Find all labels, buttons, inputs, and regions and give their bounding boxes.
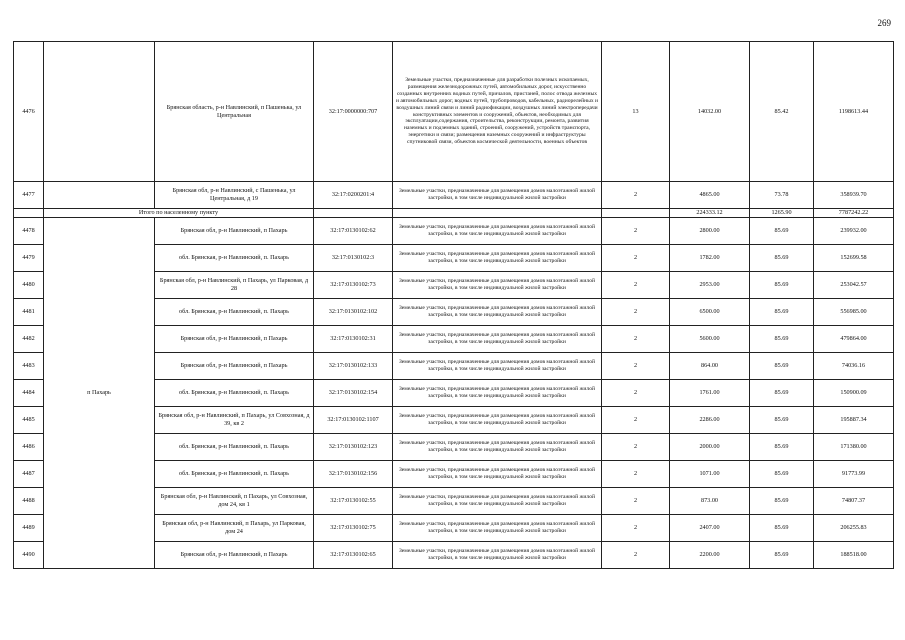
row-number: 4476 bbox=[14, 42, 44, 182]
total-label: Итого по населенному пункту bbox=[44, 209, 314, 218]
cadastral-number: 32:17:0130102:133 bbox=[314, 353, 393, 380]
rate-value: 85.69 bbox=[750, 326, 814, 353]
address-cell: Брянская обл, р-н Навлинский, п Пахарь bbox=[155, 353, 314, 380]
row-number: 4479 bbox=[14, 245, 44, 272]
row-number: 4484 bbox=[14, 380, 44, 407]
address-cell: Брянская обл, р-н Навлинский, п Пахарь bbox=[155, 218, 314, 245]
rate-value: 85.69 bbox=[750, 434, 814, 461]
row-number: 4488 bbox=[14, 488, 44, 515]
cadastral-value: 188518.00 bbox=[814, 542, 894, 569]
rate-value: 85.69 bbox=[750, 461, 814, 488]
land-purpose: Земельные участки, предназначенные для размещения домов малоэтажной жилой застройки, в том числе индивидуальной жилой застройки bbox=[393, 326, 602, 353]
cadastral-value: 479864.00 bbox=[814, 326, 894, 353]
row-number: 4482 bbox=[14, 326, 44, 353]
total-rate: 1265.90 bbox=[750, 209, 814, 218]
rate-value: 85.69 bbox=[750, 245, 814, 272]
cadastral-value: 152699.58 bbox=[814, 245, 894, 272]
table-row bbox=[14, 218, 894, 245]
purpose-code: 2 bbox=[602, 488, 670, 515]
land-purpose: Земельные участки, предназначенные для размещения домов малоэтажной жилой застройки, в том числе индивидуальной жилой застройки bbox=[393, 182, 602, 209]
area-value: 2286.00 bbox=[670, 407, 750, 434]
row-number: 4485 bbox=[14, 407, 44, 434]
total-blank bbox=[602, 209, 670, 218]
row-number: 4486 bbox=[14, 434, 44, 461]
purpose-code: 2 bbox=[602, 326, 670, 353]
land-purpose: Земельные участки, предназначенные для размещения домов малоэтажной жилой застройки, в том числе индивидуальной жилой застройки bbox=[393, 515, 602, 542]
cadastral-number: 32:17:0130102:156 bbox=[314, 461, 393, 488]
rate-value: 85.69 bbox=[750, 218, 814, 245]
table-row bbox=[14, 42, 894, 182]
address-cell: Брянская обл, р-н Навлинский, п Пахарь, ул Парковая, дом 24 bbox=[155, 515, 314, 542]
rate-value: 85.69 bbox=[750, 272, 814, 299]
land-registry-table bbox=[13, 41, 894, 569]
rate-value: 85.69 bbox=[750, 542, 814, 569]
rate-value: 73.78 bbox=[750, 182, 814, 209]
row-number: 4490 bbox=[14, 542, 44, 569]
cadastral-number: 32:17:0130102:65 bbox=[314, 542, 393, 569]
cadastral-value: 150900.09 bbox=[814, 380, 894, 407]
area-value: 2000.00 bbox=[670, 434, 750, 461]
row-number: 4478 bbox=[14, 218, 44, 245]
address-cell: Брянская обл, р-н Навлинский, с Пашенька, ул Центральная, д 19 bbox=[155, 182, 314, 209]
locality-cell bbox=[44, 182, 155, 209]
address-cell: обл. Брянская, р-н Навлинский, п. Пахарь bbox=[155, 461, 314, 488]
table-row bbox=[14, 182, 894, 209]
cadastral-number: 32:17:0130102:123 bbox=[314, 434, 393, 461]
cadastral-number: 32:17:0130102:1107 bbox=[314, 407, 393, 434]
address-cell: обл. Брянская, р-н Навлинский, п. Пахарь bbox=[155, 380, 314, 407]
area-value: 14032.00 bbox=[670, 42, 750, 182]
cadastral-number: 32:17:0130102:31 bbox=[314, 326, 393, 353]
rate-value: 85.69 bbox=[750, 299, 814, 326]
total-area: 224333.12 bbox=[670, 209, 750, 218]
area-value: 864.00 bbox=[670, 353, 750, 380]
address-cell: обл. Брянская, р-н Навлинский, п. Пахарь bbox=[155, 299, 314, 326]
row-number: 4483 bbox=[14, 353, 44, 380]
land-purpose: Земельные участки, предназначенные для размещения домов малоэтажной жилой застройки, в том числе индивидуальной жилой застройки bbox=[393, 488, 602, 515]
cadastral-number: 32:17:0000000:707 bbox=[314, 42, 393, 182]
cadastral-value: 195887.34 bbox=[814, 407, 894, 434]
land-purpose: Земельные участки, предназначенные для размещения домов малоэтажной жилой застройки, в том числе индивидуальной жилой застройки bbox=[393, 407, 602, 434]
purpose-code: 2 bbox=[602, 515, 670, 542]
land-purpose: Земельные участки, предназначенные для размещения домов малоэтажной жилой застройки, в том числе индивидуальной жилой застройки bbox=[393, 245, 602, 272]
purpose-code: 2 bbox=[602, 182, 670, 209]
land-purpose: Земельные участки, предназначенные для размещения домов малоэтажной жилой застройки, в том числе индивидуальной жилой застройки bbox=[393, 434, 602, 461]
area-value: 2200.00 bbox=[670, 542, 750, 569]
address-cell: Брянская область, р-н Навлинский, п Пашенька, ул Центральная bbox=[155, 42, 314, 182]
total-blank bbox=[314, 209, 393, 218]
land-purpose: Земельные участки, предназначенные для разработки полезных ископаемых, размещения железнодорожных путей, автомобильных дорог, искусственно созданных внутренних водных путей, причалов, пристаней, полос отвода железных и автомобильных дорог, водных путей, трубопроводов, кабельных, радиорелейных и воздушных линий связи и линий радиофикации, воздушных линий электропередачи конструктивных элементов и сооружений, объектов, необходимых для эксплуатации,содержания, строительства, реконструкции, ремонта, развития наземных и подземных зданий, строений, сооружений, устройств транспорта, энергетики и связи; размещения наземных сооружений и инфраструктуры спутниковой связи, объектов космической деятельности, военных объектов bbox=[393, 42, 602, 182]
cadastral-value: 239932.00 bbox=[814, 218, 894, 245]
rate-value: 85.69 bbox=[750, 488, 814, 515]
total-blank bbox=[393, 209, 602, 218]
area-value: 5600.00 bbox=[670, 326, 750, 353]
area-value: 2800.00 bbox=[670, 218, 750, 245]
cadastral-number: 32:17:0130102:102 bbox=[314, 299, 393, 326]
address-cell: Брянская обл, р-н Навлинский, п Пахарь, ул Парковая, д 28 bbox=[155, 272, 314, 299]
area-value: 2953.00 bbox=[670, 272, 750, 299]
purpose-code: 2 bbox=[602, 353, 670, 380]
purpose-code: 2 bbox=[602, 434, 670, 461]
land-purpose: Земельные участки, предназначенные для размещения домов малоэтажной жилой застройки, в том числе индивидуальной жилой застройки bbox=[393, 542, 602, 569]
area-value: 1071.00 bbox=[670, 461, 750, 488]
row-number: 4481 bbox=[14, 299, 44, 326]
area-value: 4865.00 bbox=[670, 182, 750, 209]
land-purpose: Земельные участки, предназначенные для размещения домов малоэтажной жилой застройки, в том числе индивидуальной жилой застройки bbox=[393, 461, 602, 488]
total-blank bbox=[14, 209, 44, 218]
area-value: 2407.00 bbox=[670, 515, 750, 542]
purpose-code: 2 bbox=[602, 272, 670, 299]
address-cell: обл. Брянская, р-н Навлинский, п. Пахарь bbox=[155, 434, 314, 461]
cadastral-value: 253042.57 bbox=[814, 272, 894, 299]
address-cell: Брянская обл, р-н Навлинский, п Пахарь, ул Совхозная, д 39, кв 2 bbox=[155, 407, 314, 434]
row-number: 4480 bbox=[14, 272, 44, 299]
row-number: 4487 bbox=[14, 461, 44, 488]
purpose-code: 2 bbox=[602, 461, 670, 488]
land-purpose: Земельные участки, предназначенные для размещения домов малоэтажной жилой застройки, в том числе индивидуальной жилой застройки bbox=[393, 218, 602, 245]
cadastral-value: 74036.16 bbox=[814, 353, 894, 380]
cadastral-number: 32:17:0130102:154 bbox=[314, 380, 393, 407]
rate-value: 85.69 bbox=[750, 407, 814, 434]
purpose-code: 2 bbox=[602, 299, 670, 326]
purpose-code: 2 bbox=[602, 218, 670, 245]
cadastral-value: 1198613.44 bbox=[814, 42, 894, 182]
cadastral-value: 206255.83 bbox=[814, 515, 894, 542]
purpose-code: 2 bbox=[602, 245, 670, 272]
locality-cell bbox=[44, 42, 155, 182]
land-purpose: Земельные участки, предназначенные для размещения домов малоэтажной жилой застройки, в том числе индивидуальной жилой застройки bbox=[393, 380, 602, 407]
cadastral-value: 91773.99 bbox=[814, 461, 894, 488]
area-value: 1782.00 bbox=[670, 245, 750, 272]
cadastral-number: 32:17:0130102:62 bbox=[314, 218, 393, 245]
purpose-code: 13 bbox=[602, 42, 670, 182]
cadastral-number: 32:17:0130102:75 bbox=[314, 515, 393, 542]
purpose-code: 2 bbox=[602, 380, 670, 407]
area-value: 873.00 bbox=[670, 488, 750, 515]
total-value: 7787242.22 bbox=[814, 209, 894, 218]
land-purpose: Земельные участки, предназначенные для размещения домов малоэтажной жилой застройки, в том числе индивидуальной жилой застройки bbox=[393, 272, 602, 299]
address-cell: Брянская обл, р-н Навлинский, п Пахарь bbox=[155, 542, 314, 569]
purpose-code: 2 bbox=[602, 407, 670, 434]
area-value: 1761.00 bbox=[670, 380, 750, 407]
cadastral-value: 358939.70 bbox=[814, 182, 894, 209]
row-number: 4489 bbox=[14, 515, 44, 542]
cadastral-value: 556985.00 bbox=[814, 299, 894, 326]
cadastral-number: 32:17:0200201:4 bbox=[314, 182, 393, 209]
locality-name: п Пахарь bbox=[44, 218, 155, 569]
cadastral-number: 32:17:0130102:73 bbox=[314, 272, 393, 299]
rate-value: 85.69 bbox=[750, 515, 814, 542]
land-purpose: Земельные участки, предназначенные для размещения домов малоэтажной жилой застройки, в том числе индивидуальной жилой застройки bbox=[393, 299, 602, 326]
rate-value: 85.69 bbox=[750, 380, 814, 407]
rate-value: 85.42 bbox=[750, 42, 814, 182]
rate-value: 85.69 bbox=[750, 353, 814, 380]
total-row bbox=[14, 209, 894, 218]
area-value: 6500.00 bbox=[670, 299, 750, 326]
cadastral-number: 32:17:0130102:55 bbox=[314, 488, 393, 515]
cadastral-value: 171380.00 bbox=[814, 434, 894, 461]
row-number: 4477 bbox=[14, 182, 44, 209]
land-purpose: Земельные участки, предназначенные для размещения домов малоэтажной жилой застройки, в том числе индивидуальной жилой застройки bbox=[393, 353, 602, 380]
purpose-code: 2 bbox=[602, 542, 670, 569]
address-cell: обл. Брянская, р-н Навлинский, п. Пахарь bbox=[155, 245, 314, 272]
cadastral-value: 74807.37 bbox=[814, 488, 894, 515]
address-cell: Брянская обл, р-н Навлинский, п Пахарь, ул Совхозная, дом 24, кв 1 bbox=[155, 488, 314, 515]
cadastral-number: 32:17:0130102:3 bbox=[314, 245, 393, 272]
page-number: 269 bbox=[877, 18, 891, 28]
address-cell: Брянская обл, р-н Навлинский, п Пахарь bbox=[155, 326, 314, 353]
